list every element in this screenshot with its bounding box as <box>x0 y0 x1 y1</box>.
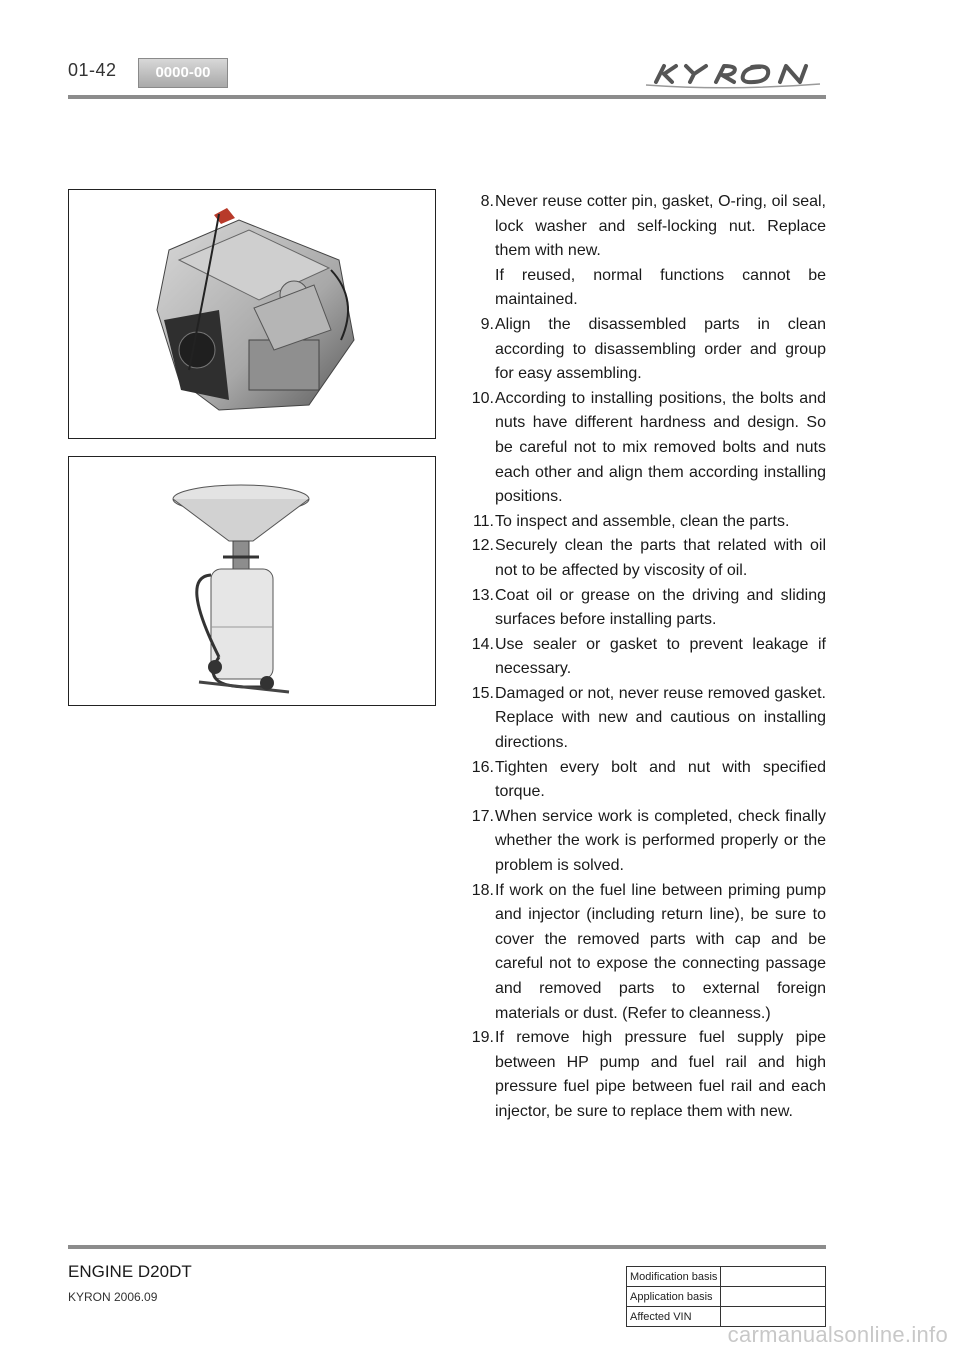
step-text: If work on the fuel line between priming pump and injector (including return line), be sure to cover the removed parts with cap and be careful not to expose the connecting passage and removed parts to external foreign materials or dust. (Refer to cleanness.) <box>495 881 826 1022</box>
header-rule <box>68 95 826 99</box>
list-item <box>460 387 826 510</box>
step-number: 11. <box>472 512 494 530</box>
step-number: 12. <box>471 537 494 555</box>
step-number: 17. <box>471 807 494 825</box>
step-number: 14. <box>471 635 494 653</box>
list-item <box>460 682 826 756</box>
step-text: Securely clean the parts that related with oil not to be affected by viscosity of oil. <box>495 537 826 579</box>
list-item <box>460 510 826 535</box>
application-basis-label: Application basis <box>627 1287 721 1307</box>
footer-rule <box>68 1245 826 1249</box>
step-number: 18. <box>471 881 494 899</box>
kyron-logo-icon <box>640 58 826 90</box>
list-item <box>460 534 826 583</box>
application-basis-value <box>721 1287 826 1307</box>
list-item <box>460 879 826 1027</box>
list-item <box>460 190 826 313</box>
step-text: Tighten every bolt and nut with specified torque. <box>495 758 826 801</box>
affected-vin-label: Affected VIN <box>627 1307 721 1327</box>
engine-photo-icon <box>69 190 435 438</box>
oil-drain-funnel-tank-icon <box>69 457 435 705</box>
step-text: Use sealer or gasket to prevent leakage if necessary. <box>495 635 826 678</box>
footer-title: ENGINE D20DT <box>68 1262 192 1281</box>
step-text: When service work is completed, check finally whether the work is performed properly or the problem is solved. <box>495 807 826 875</box>
list-item <box>460 756 826 805</box>
table-row <box>627 1287 826 1307</box>
step-number: 10. <box>471 389 494 407</box>
page-number: 01-42 <box>68 60 117 80</box>
table-row <box>627 1267 826 1287</box>
step-text: If remove high pressure fuel supply pipe between HP pump and fuel rail and high pressure fuel pipe between fuel rail and each injector, be sure to replace them with new. <box>495 1029 826 1120</box>
modification-table <box>626 1266 826 1327</box>
list-item <box>460 584 826 633</box>
footer-subtitle: KYRON 2006.09 <box>68 1290 158 1304</box>
list-item <box>460 313 826 387</box>
modification-basis-label: Modification basis <box>627 1267 721 1287</box>
step-text: If reused, normal functions cannot be maintained. <box>495 266 826 309</box>
step-number: 8. <box>480 193 494 210</box>
oil-drain-tank-photo-frame <box>68 456 436 706</box>
step-text: Damaged or not, never reuse removed gasket. Replace with new and cautious on installing directions. <box>495 684 826 752</box>
engine-photo-frame <box>68 189 436 439</box>
step-number: 19. <box>471 1029 494 1047</box>
list-item <box>460 805 826 879</box>
list-item <box>460 633 826 682</box>
step-text: To inspect and assemble, clean the parts. <box>495 512 790 530</box>
step-text: According to installing positions, the bolts and nuts have different hardness and design. So be careful not to mix removed bolts and nuts each other and align them according installing positions. <box>495 389 826 506</box>
step-text: Coat oil or grease on the driving and sliding surfaces before installing parts. <box>495 586 826 629</box>
step-text: Never reuse cotter pin, gasket, O-ring, oil seal, lock washer and self-locking nut. Replace them with new. <box>495 193 826 260</box>
list-item <box>460 1026 826 1124</box>
step-number: 9. <box>480 315 494 333</box>
procedure-steps <box>460 190 826 1125</box>
step-number: 16. <box>471 758 494 776</box>
section-code-badge: 0000-00 <box>138 58 228 88</box>
step-number: 13. <box>471 586 494 604</box>
watermark: carmanualsonline.info <box>727 1322 948 1347</box>
modification-basis-value <box>721 1267 826 1287</box>
step-text: Align the disassembled parts in clean according to disassembling order and group for easy assembling. <box>495 315 826 383</box>
step-number: 15. <box>471 684 494 702</box>
